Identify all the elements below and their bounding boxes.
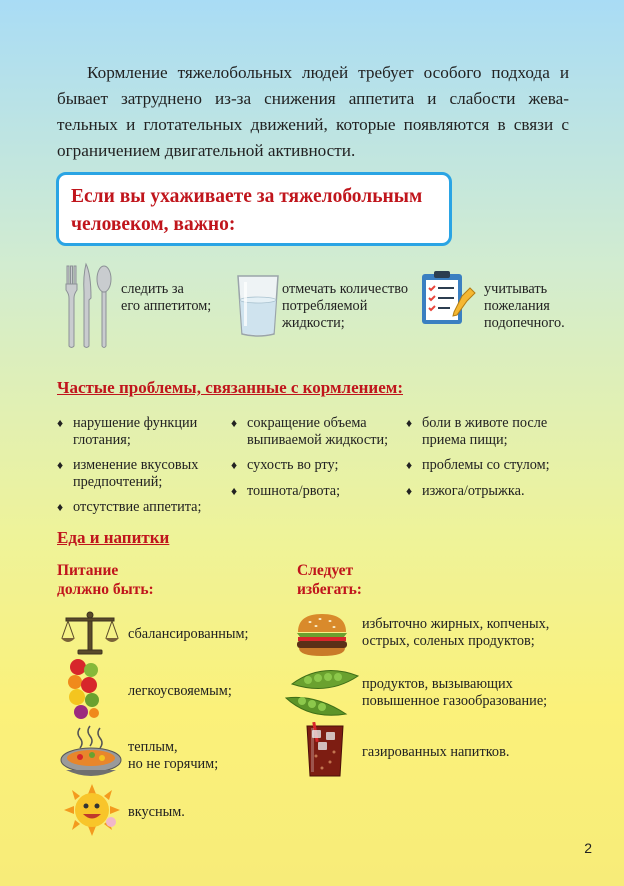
problem-item: [57, 499, 232, 516]
intro-line: тельных и глотательных движений, которые появляются в связи: [57, 115, 554, 134]
callout-title-line2: человеком, важно:: [71, 214, 236, 235]
problem-line: нарушение функции: [73, 415, 198, 431]
fruits-vegetables-icon: [64, 658, 104, 720]
problem-item: [231, 415, 411, 449]
food-heading: Еда и напитки: [57, 528, 170, 547]
problem-line: изменение вкусовых: [73, 457, 199, 473]
diamond-bullet-icon: ♦: [231, 484, 238, 498]
intro-line: с ограничением двигательной активности.: [57, 115, 569, 160]
diamond-bullet-icon: ♦: [57, 416, 64, 430]
tip-line: подопечного.: [484, 315, 565, 331]
food-line: острых, соленых продуктов;: [362, 633, 535, 649]
problem-item: [406, 457, 576, 474]
scales-icon: [60, 610, 120, 656]
problem-line: предпочтений;: [73, 474, 163, 490]
callout-title-line1: Если вы ухаживаете за тяжелобольным: [71, 186, 423, 207]
intro-line: и бывает затруднено из-за снижения аппетита и слабости жева-: [57, 63, 570, 108]
problem-item: [406, 415, 576, 449]
food-line: избыточно жирных, копченых,: [362, 616, 550, 632]
problem-line: тошнота/рвота;: [247, 483, 341, 499]
problem-line: глотания;: [73, 432, 131, 448]
intro-line: Кормление тяжелобольных людей требует особого подхода: [87, 63, 550, 82]
avoid-heading: [297, 561, 362, 599]
sub-heading-line: должно быть:: [57, 581, 154, 598]
tip-line: следить за: [121, 281, 184, 297]
problem-line: сокращение объема: [247, 415, 367, 431]
water-glass-icon: [236, 274, 280, 338]
avoid-item-fatty: [362, 616, 549, 650]
food-line: теплым,: [128, 739, 178, 755]
problem-line: выпиваемой жидкости;: [247, 432, 389, 448]
cutlery-icon: [60, 262, 115, 352]
sub-heading-line: избегать:: [297, 581, 362, 598]
tip-line: его аппетитом;: [121, 298, 212, 314]
problem-item: [231, 483, 411, 500]
warm-meal-icon: [58, 724, 124, 780]
food-line: продуктов, вызывающих: [362, 676, 513, 692]
smiling-sun-icon: [64, 784, 120, 836]
tip-line: пожелания: [484, 298, 550, 314]
tip-line: отмечать количество: [282, 281, 409, 297]
tip-wishes: [484, 281, 565, 332]
problem-item: [57, 457, 232, 491]
problem-line: отсутствие аппетита;: [73, 499, 202, 515]
problem-line: сухость во рту;: [247, 457, 339, 473]
tip-fluids: [282, 281, 408, 332]
problem-line: приема пищи;: [422, 432, 508, 448]
diamond-bullet-icon: ♦: [406, 484, 413, 498]
avoid-item-soda: газированных напитков.: [362, 744, 510, 760]
sub-heading-line: Следует: [297, 562, 354, 579]
tip-line: учитывать: [484, 281, 548, 297]
food-line: повышенное газообразование;: [362, 693, 548, 709]
problem-line: изжога/отрыжка.: [422, 483, 525, 499]
should-be-heading: [57, 561, 154, 599]
problem-line: проблемы со стулом;: [422, 457, 550, 473]
problem-line: боли в животе после: [422, 415, 548, 431]
soda-glass-icon: [304, 722, 346, 780]
tip-line: жидкости;: [282, 315, 345, 331]
diamond-bullet-icon: ♦: [57, 500, 64, 514]
diamond-bullet-icon: ♦: [406, 416, 413, 430]
food-item-digestible: легкоусвояемым;: [128, 683, 232, 699]
food-item-warm: [128, 739, 218, 773]
burger-icon: [294, 612, 350, 658]
diamond-bullet-icon: ♦: [406, 458, 413, 472]
food-item-balanced: сбалансированным;: [128, 626, 249, 642]
problem-item: [406, 483, 576, 500]
checklist-icon: [418, 268, 480, 330]
page-number: 2: [584, 840, 592, 856]
peas-icon: [282, 666, 362, 720]
tip-line: потребляемой: [282, 298, 368, 314]
problem-item: [57, 415, 232, 449]
problems-heading: Частые проблемы, связанные с кормлением:: [57, 378, 403, 397]
diamond-bullet-icon: ♦: [231, 458, 238, 472]
food-item-tasty: вкусным.: [128, 804, 185, 820]
food-line: но не горячим;: [128, 756, 219, 772]
avoid-item-gas: [362, 676, 547, 710]
sub-heading-line: Питание: [57, 562, 119, 579]
diamond-bullet-icon: ♦: [57, 458, 64, 472]
callout-box: [56, 172, 452, 246]
intro-paragraph: [57, 60, 569, 164]
diamond-bullet-icon: ♦: [231, 416, 238, 430]
problem-item: [231, 457, 411, 474]
tip-appetite: [121, 281, 211, 315]
